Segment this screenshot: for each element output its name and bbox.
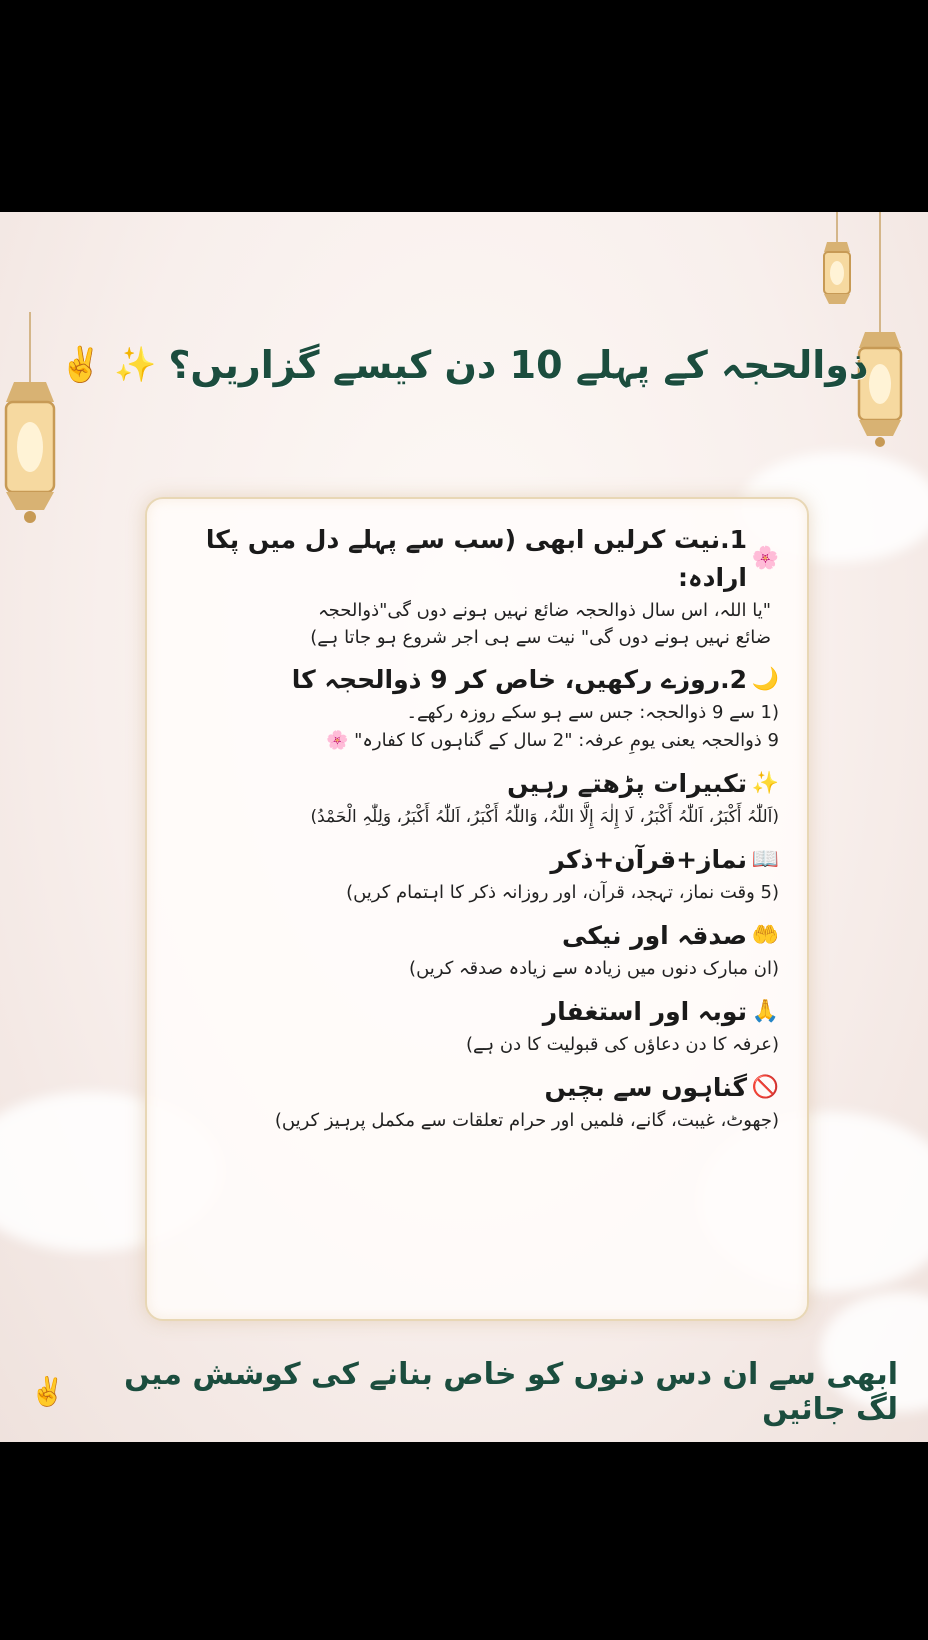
- list-item: [183, 1069, 779, 1135]
- item-heading: گناہوں سے بچیں: [544, 1073, 747, 1102]
- item-line: (عرفہ کا دن دعاؤں کی قبولیت کا دن ہے): [466, 1034, 779, 1055]
- item-line: (اَللّٰہُ أَكْبَرُ، اَللّٰہُ أَكْبَرُ، لَا إِلٰہَ إِلَّا اللّٰہُ، وَاللّٰہُ أَكْبَرُ، اَللّٰہُ أَكْبَرُ، وَلِلّٰہِ الْحَمْدُ): [310, 807, 779, 827]
- sparkle-icon: ✨: [113, 345, 157, 385]
- sparkle-icon: ✨: [751, 771, 779, 796]
- victory-hand-icon: ✌️: [59, 345, 102, 385]
- item-heading: توبہ اور استغفار: [542, 997, 747, 1026]
- item-line: (جھوٹ، غیبت، گانے، فلمیں اور حرام تعلقات سے مکمل پرہیز کریں): [274, 1110, 779, 1131]
- item-line: (1 سے 9 ذوالحجہ: جس سے ہو سکے روزہ رکھے۔: [406, 702, 779, 723]
- tips-list: [183, 521, 779, 1305]
- list-item: [183, 917, 779, 983]
- page-title: [40, 330, 888, 400]
- palms-up-icon: 🤲: [751, 923, 779, 948]
- footer-banner: [30, 1357, 898, 1427]
- book-icon: 📖: [751, 847, 779, 872]
- poster: [0, 212, 928, 1442]
- item-line: (5 وقت نماز، تہجد، قرآن، اور روزانہ ذکر کا اہتمام کریں): [346, 882, 779, 903]
- item-heading: 1.نیت کرلیں ابھی (سب سے پہلے دل میں پکا ارادہ:: [205, 525, 747, 592]
- prohibited-icon: 🚫: [751, 1075, 779, 1100]
- item-heading: تکبیرات پڑھتے رہیں: [507, 769, 747, 798]
- praying-hands-icon: 🙏: [751, 999, 779, 1024]
- list-item: [183, 661, 779, 755]
- victory-hand-icon: ✌️: [30, 1375, 65, 1408]
- list-item: [183, 521, 779, 651]
- list-item: [183, 841, 779, 907]
- list-item: [183, 993, 779, 1059]
- list-item: [183, 765, 779, 831]
- item-heading: 2.روزے رکھیں، خاص کر 9 ذوالحجہ کا: [291, 665, 747, 694]
- footer-text: ابھی سے ان دس دنوں کو خاص بنانے کی کوشش میں لگ جائیں: [124, 1357, 898, 1427]
- item-line: ضائع نہیں ہونے دوں گی" نیت سے ہی اجر شروع ہو جاتا ہے): [310, 627, 771, 648]
- flower-icon: 🌸: [751, 546, 779, 571]
- title-text: ذوالحجہ کے پہلے 10 دن کیسے گزاریں؟: [168, 343, 869, 387]
- item-line: (ان مبارک دنوں میں زیادہ سے زیادہ صدقہ کریں): [409, 958, 779, 979]
- item-heading: نماز+قرآن+ذکر: [550, 845, 747, 874]
- item-line: 9 ذوالحجہ یعنی یومِ عرفہ: "2 سال کے گناہوں کا کفارہ" 🌸: [325, 730, 779, 751]
- item-line: "یا اللہ، اس سال ذوالحجہ ضائع نہیں ہونے دوں گی"ذوالحجہ: [318, 600, 771, 621]
- content-card: [145, 497, 809, 1321]
- crescent-moon-icon: 🌙: [751, 667, 779, 692]
- item-heading: صدقہ اور نیکی: [562, 921, 747, 950]
